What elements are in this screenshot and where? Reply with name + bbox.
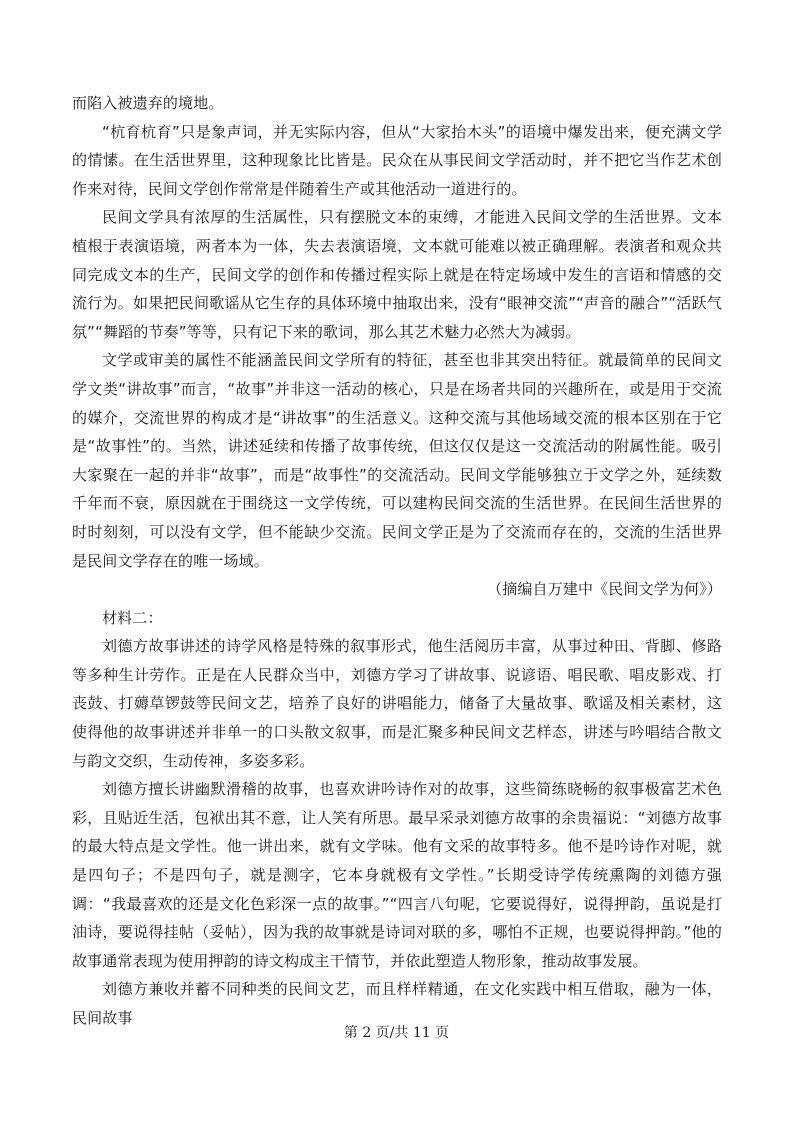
page-number-footer: 第 2 页/共 11 页 [343,1025,450,1041]
paragraph: 文学或审美的属性不能涵盖民间文学所有的特征，甚至也非其突出特征。就最简单的民间文学文类“讲故事”而言，“故事”并非这一活动的核心，只是在场者共同的兴趣所在，或是用于交流的媒介，交流世界的构成才是“讲故事”的生活意义。这种交流与其他场域交流的根本区别在于它是“故事性”的。当然，讲述延续和传播了故事传统，但这仅仅是这一交流活动的附属性能。吸引大家聚在一起的并非“故事”，而是“故事性”的交流活动。民间文学能够独立于文学之外，延续数千年而不衰，原因就在于围绕这一文学传统，可以建构民间交流的生活世界。在民间生活世界的时时刻刻，可以没有文学，但不能缺少交流。民间文学正是为了交流而存在的，交流的生活世界是民间文学存在的唯一场域。 [72,351,722,570]
paragraph: 刘德方故事讲述的诗学风格是特殊的叙事形式，他生活阅历丰富，从事过种田、背脚、修路等多种生计劳作。正是在人民群众当中，刘德方学习了讲故事、说谚语、唱民歌、唱皮影戏、打丧鼓、打薅草锣鼓等民间文艺，培养了良好的讲唱能力，储备了大量故事、歌谣及相关素材，这使得他的故事讲述并非单一的口头散文叙事，而是汇聚多种民间文艺样态，讲述与吟唱结合散文与韵文交织，生动传神，多姿多彩。 [72,637,722,770]
source-citation: （摘编自万建中《民间文学为何》） [487,580,722,599]
paragraph: 而陷入被遗弃的境地。 [72,94,224,112]
paragraph: “杭育杭育”只是象声词，并无实际内容，但从“大家抬木头”的语境中爆发出来，便充满文学的情愫。在生活世界里，这种现象比比皆是。民众在从事民间文学活动时，并不把它当作艺术创作来对待，民间文学创作常常是伴随着生产或其他活动一道进行的。 [72,122,722,198]
paragraph: 刘德方擅长讲幽默滑稽的故事，也喜欢讲吟诗作对的故事，这些简练晓畅的叙事极富艺术色彩，且贴近生活，包袱出其不意，让人笑有所思。最早采录刘德方故事的余贵福说：“刘德方故事的最大特点是文学性。他一讲出来，就有文学味。他有文采的故事特多。他不是吟诗作对呢，就是四句子；不是四句子，就是测字，它本身就极有文学性。”长期受诗学传统熏陶的刘德方强调：“我最喜欢的还是文化色彩深一点的故事。”“四言八句呢，它要说得好，说得押韵，虽说是打油诗，要说得挂帖（妥帖），因为我的故事就是诗词对联的多，哪怕不正规，也要说得押韵。”他的故事通常表现为使用押韵的诗文构成主干情节，并依此塑造人物形象，推动故事发展。 [72,780,722,970]
paragraph: 民间文学具有浓厚的生活属性，只有摆脱文本的束缚，才能进入民间文学的生活世界。文本植根于表演语境，两者本为一体，失去表演语境，文本就可能难以被正确理解。表演者和观众共同完成文本的生产，民间文学的创作和传播过程实际上就是在特定场域中发生的言语和情感的交流行为。如果把民间歌谣从它生存的具体环境中抽取出来，没有“眼神交流”“声音的融合”“活跃气氛”“舞蹈的节奏”等等，只有记下来的歌词，那么其艺术魅力必然大为减弱。 [72,208,722,341]
paragraph: 刘德方兼收并蓄不同种类的民间文艺，而且样样精通，在文化实践中相互借取，融为一体，民间故事 [72,980,722,1027]
document-body [72,89,722,1033]
section-heading-material-two: 材料二： [102,608,163,627]
